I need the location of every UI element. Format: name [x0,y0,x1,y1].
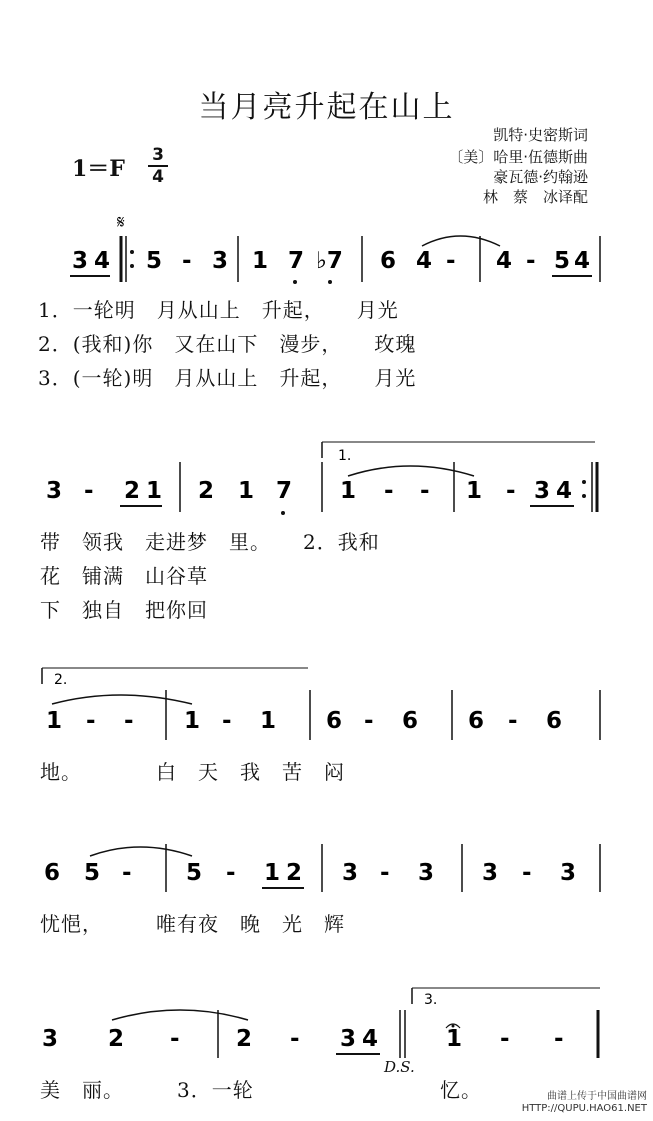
note: 5 [146,248,163,274]
note: 7 [288,248,305,274]
volta-1: 1. [338,448,352,464]
page-title: 当月亮升起在山上 [198,90,455,125]
note: 6 [468,708,485,734]
note: - [554,1026,564,1052]
note: - [508,708,518,734]
note: 1 [46,708,63,734]
note: ♭7 [316,248,343,274]
lyric-line: 带 领我 走进梦 里。 2．我和 [40,530,380,554]
note: 3 [342,860,359,886]
credit-composer-2: 豪瓦德·约翰逊 [493,168,588,186]
credit-translator: 林 蔡 冰译配 [482,188,588,206]
note: - [384,478,394,504]
note: 3 [534,478,551,504]
dal-segno-mark: D.S. [384,1058,415,1076]
meter-bottom: 4 [152,167,164,187]
note: 7 [276,478,293,504]
system-4 [44,844,600,892]
lyric-line: 忆。 [440,1078,482,1102]
meter-top: 3 [152,145,164,165]
note: 2 [286,860,303,886]
watermark-line-2: HTTP://QUPU.HAO61.NET [521,1103,647,1114]
system-1 [70,236,600,284]
note: 3 [42,1026,59,1052]
note: 1 [340,478,357,504]
note: - [364,708,374,734]
note: 3 [418,860,435,886]
note: 5 [186,860,203,886]
note: 6 [402,708,419,734]
note: 3 [482,860,499,886]
watermark [522,1091,647,1115]
note: - [446,248,456,274]
note: 4 [94,248,111,274]
note: - [84,478,94,504]
note: 1 [146,478,163,504]
note: - [290,1026,300,1052]
note: - [182,248,192,274]
note: 1 [260,708,277,734]
note: 1 [184,708,201,734]
system-5 [42,988,600,1058]
note: - [380,860,390,886]
note: 2 [198,478,215,504]
lyric-line: 地。 白 天 我 苦 闷 [40,760,345,784]
note: - [526,248,536,274]
note: 5 [554,248,571,274]
note: 2 [124,478,141,504]
note: 1 [446,1026,463,1052]
note: 4 [416,248,433,274]
note: 4 [574,248,591,274]
lyric-line: 3．(一轮)明 月从山上 升起， 月光 [38,366,417,390]
note: 4 [556,478,573,504]
note: 3 [72,248,89,274]
note: - [500,1026,510,1052]
note: 6 [44,860,61,886]
note: 3 [340,1026,357,1052]
note: - [222,708,232,734]
system-2 [46,442,597,515]
note: - [124,708,134,734]
note: - [86,708,96,734]
lyric-line: 2．(我和)你 又在山下 漫步， 玫瑰 [38,332,417,356]
note: 1 [466,478,483,504]
note: 1 [238,478,255,504]
note: - [420,478,430,504]
note: 6 [546,708,563,734]
lyric-line: 美 丽。 3．一轮 [40,1078,254,1102]
note: 5 [84,860,101,886]
system-3 [42,668,600,740]
watermark-line-1: 曲谱上传于中国曲谱网 [547,1091,647,1102]
lyric-line: 下 独自 把你回 [40,598,208,622]
note: 4 [496,248,513,274]
lyric-line: 忧悒， 唯有夜 晚 光 辉 [40,912,345,936]
note: - [170,1026,180,1052]
note: 3 [46,478,63,504]
note: - [522,860,532,886]
credit-lyricist: 凯特·史密斯词 [493,126,588,144]
segno-sign: 𝄋 [117,212,125,233]
note: 2 [236,1026,253,1052]
note: 1 [264,860,281,886]
note: - [226,860,236,886]
note: 6 [380,248,397,274]
key-signature: 1＝F [72,156,125,182]
note: 6 [326,708,343,734]
volta-3: 3. [424,992,438,1008]
note: - [122,860,132,886]
note: - [506,478,516,504]
lyric-line: 花 铺满 山谷草 [40,564,208,588]
credit-composer: 〔美〕哈里·伍德斯曲 [448,148,588,166]
note: 1 [252,248,269,274]
note: 3 [560,860,577,886]
note: 3 [212,248,229,274]
volta-2: 2. [54,672,68,688]
lyric-line: 1．一轮明 月从山上 升起， 月光 [38,298,399,322]
note: 2 [108,1026,125,1052]
note: 4 [362,1026,379,1052]
